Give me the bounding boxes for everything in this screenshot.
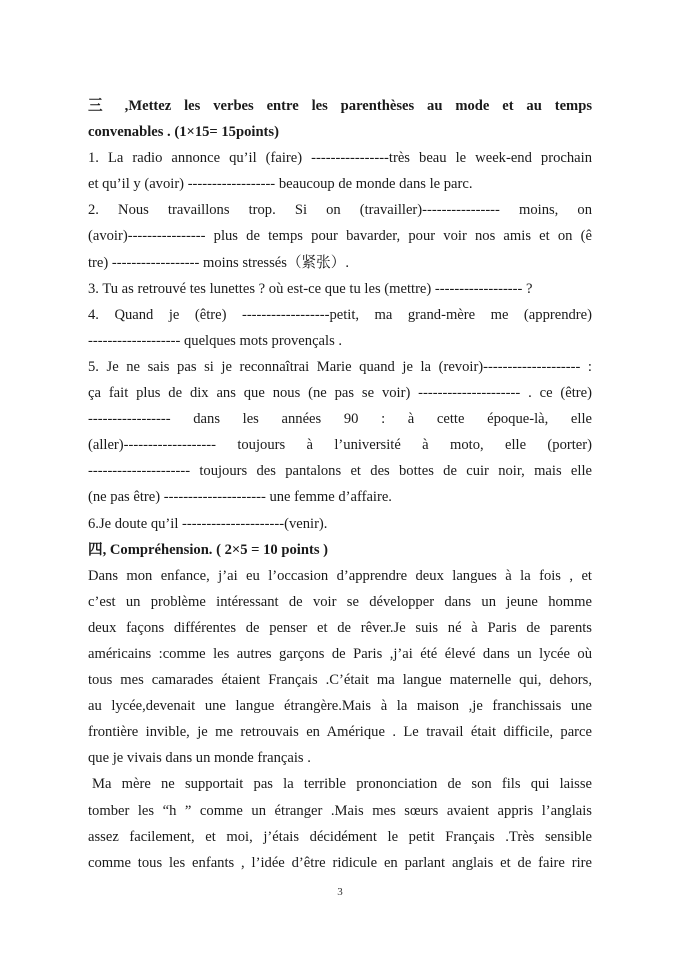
passage-line: assez facilement, et moi, j’étais décidément le petit Français .Très sensible [88,828,592,845]
exercise-line: 6.Je doute qu’il ---------------------(venir). [88,515,328,532]
page-content [88,0,592,876]
section-3-heading: 三 ,Mettez les verbes entre les parenthèses au mode et au temps [88,98,592,114]
exercise-line: ça fait plus de dix ans que nous (ne pas se voir) --------------------- . ce (être) [88,385,592,402]
passage-line: tous mes camarades étaient Français .C’était ma langue maternelle qui, dehors, [88,672,592,689]
passage-line: Dans mon enfance, j’ai eu l’occasion d’apprendre deux langues à la fois , et [88,567,592,584]
exercise-line: --------------------- toujours des pantalons et des bottes de cuir noir, mais elle [88,463,592,480]
exercise-line: et qu’il y (avoir) ------------------ beaucoup de monde dans le parc. [88,176,473,193]
exercise-line: tre) ------------------ moins stressés（紧张）. [88,254,349,271]
section-4 [88,537,592,876]
passage-line: deux façons différentes de penser et de rêver.Je suis né à Paris de parents [88,619,592,636]
exercise-line: 4. Quand je (être) ------------------petit, ma grand-mère me (apprendre) [88,306,592,323]
section-3-heading-cont: convenables . (1×15= 15points) [88,124,279,141]
section-3 [88,93,592,537]
exercise-line: ----------------- dans les années 90 : à cette époque-là, elle [88,411,592,428]
passage-line: américains :comme les autres garçons de Paris ,j’ai été élevé dans un lycée où [88,645,592,662]
passage-line: que je vivais dans un monde français . [88,750,311,767]
exercise-line: 2. Nous travaillons trop. Si on (travailler)---------------- moins, on [88,202,592,219]
exercise-line: 1. La radio annonce qu’il (faire) ----------------très beau le week-end prochain [88,150,592,167]
section-4-heading: 四, Compréhension. ( 2×5 = 10 points ) [88,541,329,558]
page-number: 3 [337,885,343,898]
exercise-line: (avoir)---------------- plus de temps pour bavarder, pour voir nos amis et on (ê [88,228,592,245]
passage-line: tomber les “h ” comme un étranger .Mais mes sœurs avaient appris l’anglais [88,802,592,819]
passage-line: frontière invible, je me retrouvais en Amérique . Le travail était difficile, parce [88,724,592,741]
passage-line: Ma mère ne supportait pas la terrible prononciation de son fils qui laisse [92,776,592,793]
passage-line: c’est un problème intéressant de voir se développer dans un jeune homme [88,593,592,610]
exercise-line: ------------------- quelques mots provençals . [88,332,343,349]
passage-line: au lycée,devenait une langue étrangère.Mais à la maison ,je franchissais une [88,698,592,715]
passage-line: comme tous les enfants , l’idée d’être ridicule en parlant anglais et de faire rire [88,854,592,871]
exercise-line: 5. Je ne sais pas si je reconnaîtrai Marie quand je la (revoir)-------------------- : [88,358,592,375]
exercise-line: (ne pas être) --------------------- une femme d’affaire. [88,489,392,506]
exercise-line: 3. Tu as retrouvé tes lunettes ? où est-ce que tu les (mettre) ------------------ ? [88,280,533,297]
exercise-line: (aller)------------------- toujours à l’université à moto, elle (porter) [88,437,592,454]
